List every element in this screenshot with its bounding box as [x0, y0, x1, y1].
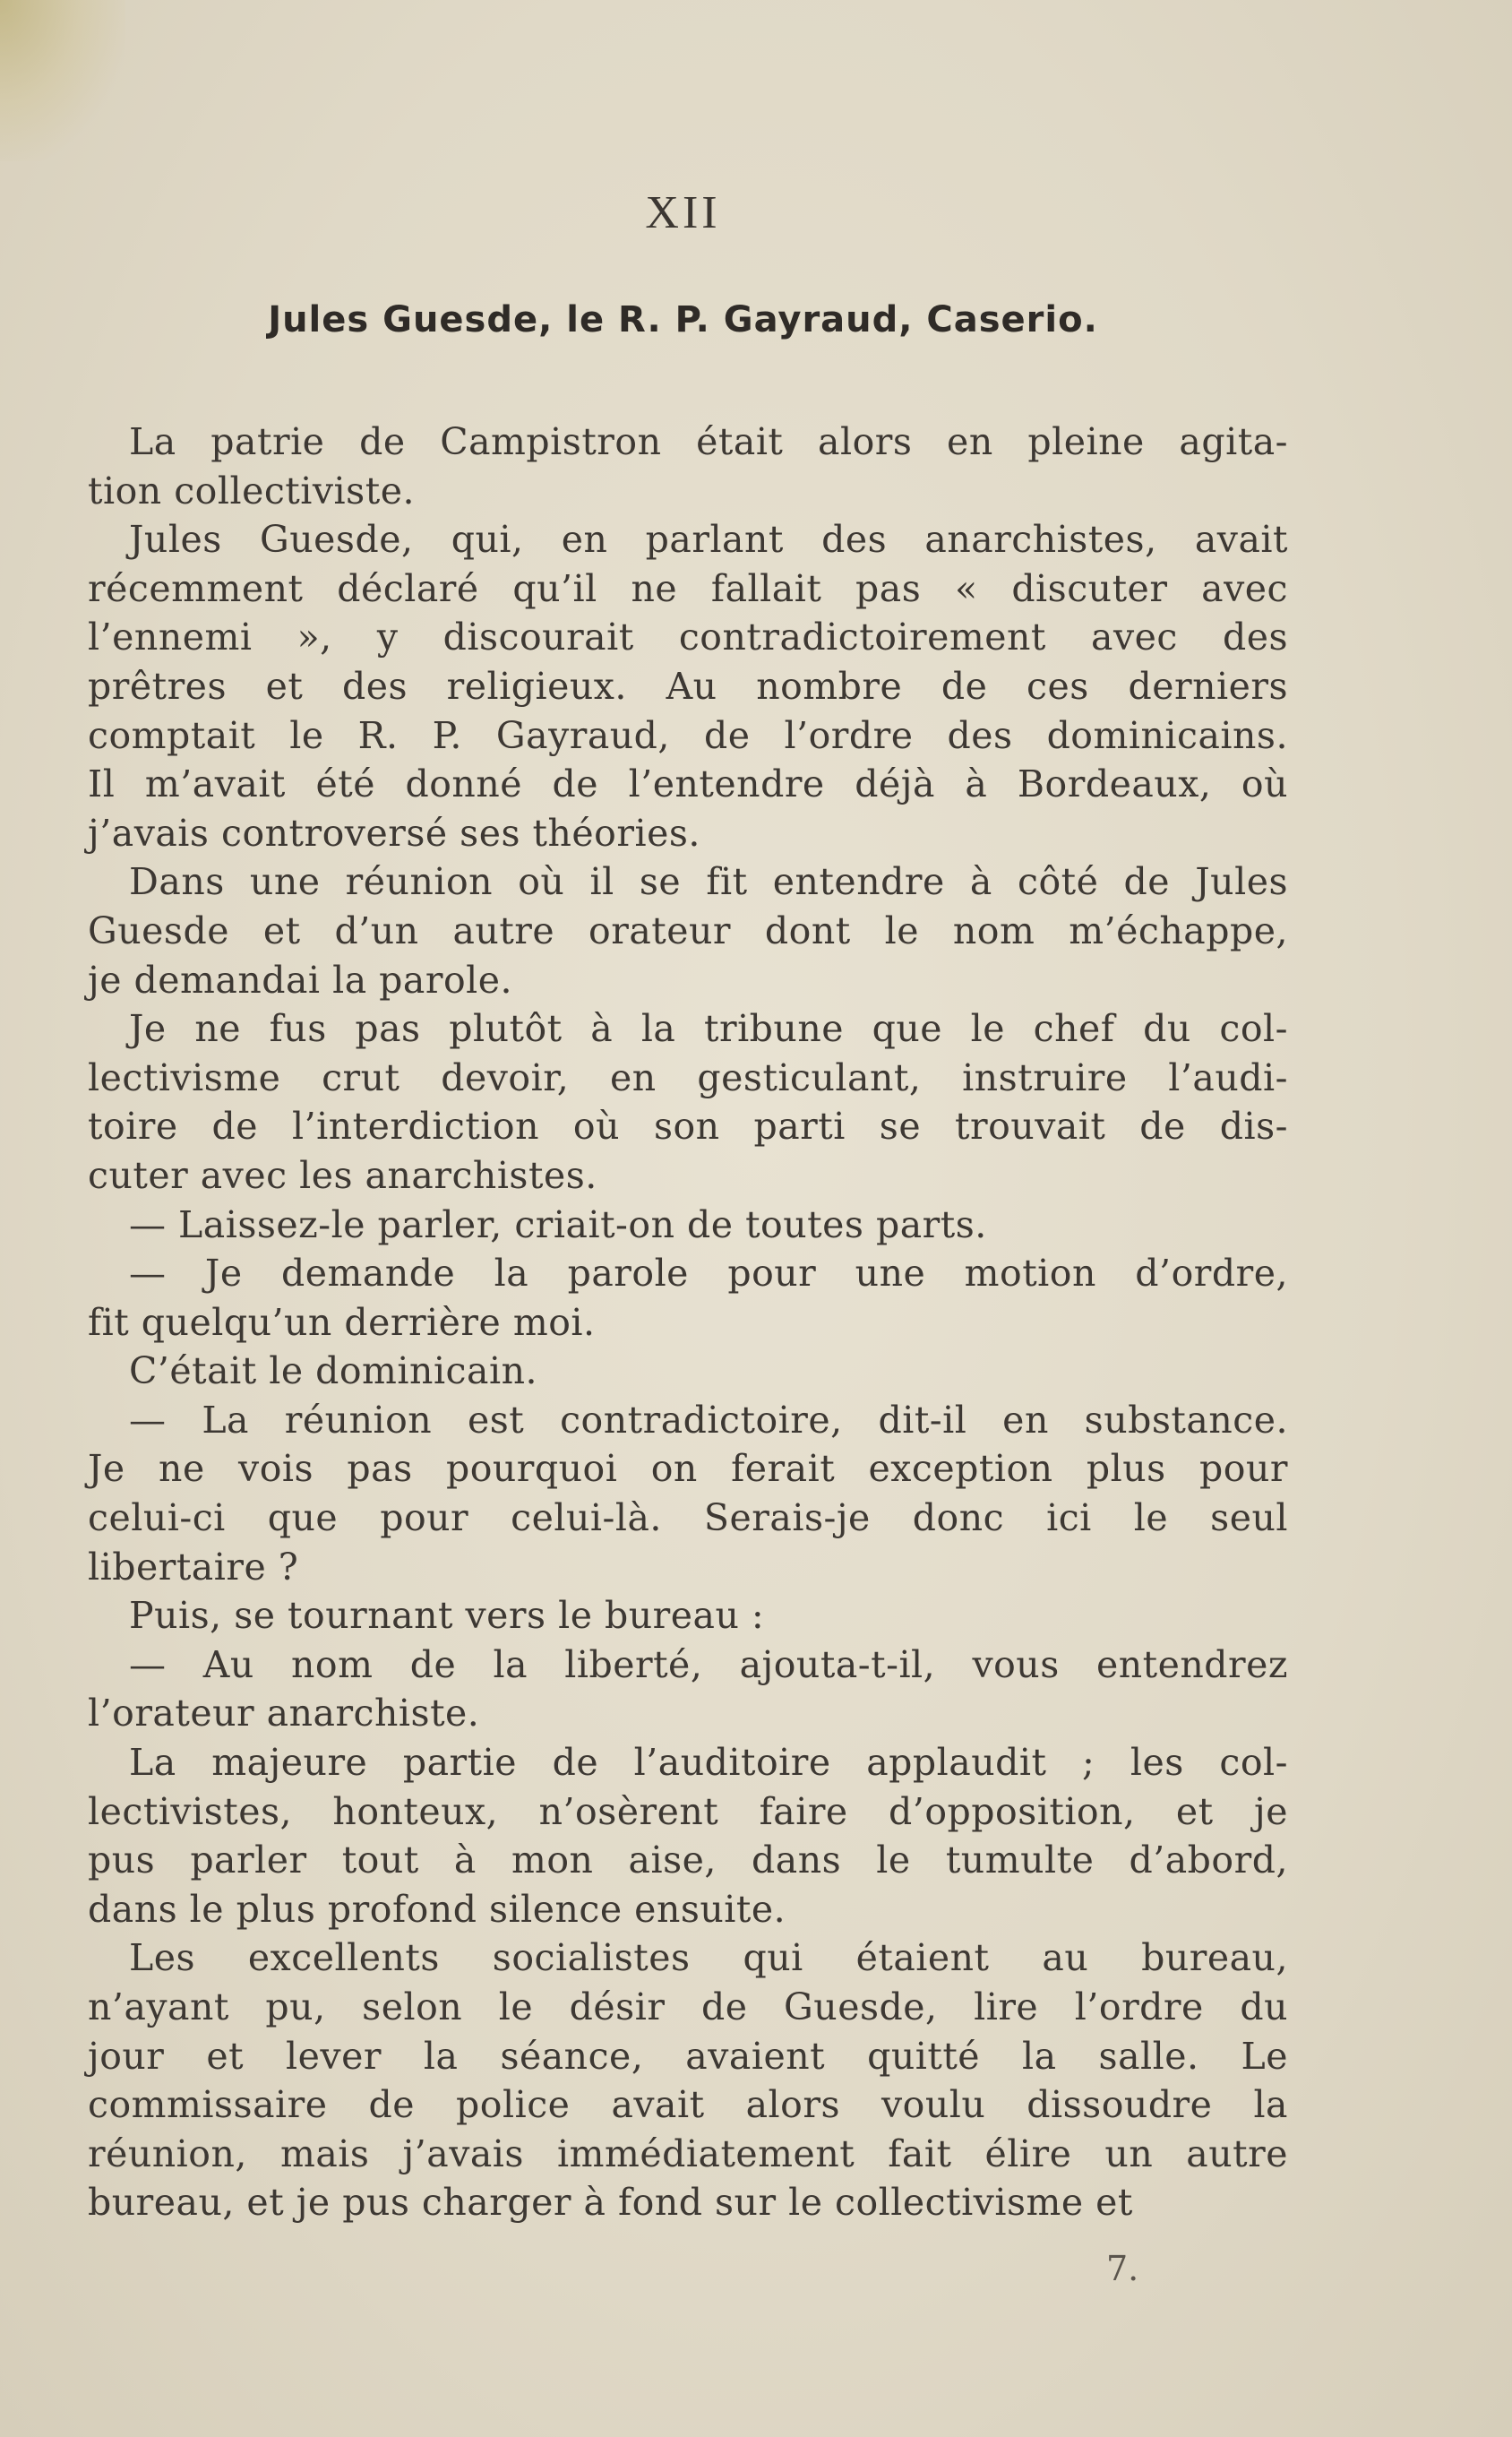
text-line — [88, 418, 1288, 467]
text-line — [88, 2178, 1288, 2227]
text-line — [88, 1004, 1288, 1054]
text-line — [88, 2032, 1288, 2081]
text-line — [88, 1494, 1288, 1543]
text-line-content: — Laissez-le parler, criait-on de toutes parts. — [129, 1202, 987, 1246]
text-line — [88, 2080, 1288, 2130]
chapter-title: Jules Guesde, le R. P. Gayraud, Caserio. — [268, 299, 1098, 340]
text-line — [88, 564, 1288, 614]
text-line-content: Je ne vois pas pourquoi on ferait exception plus pour — [88, 1447, 1288, 1491]
text-line-content: Je ne fus pas plutôt à la tribune que le chef du col- — [129, 1007, 1288, 1051]
text-line-content: Jules Guesde, qui, en parlant des anarchistes, avait — [129, 518, 1288, 562]
text-line-content: La patrie de Campistron était alors en pleine agita- — [129, 420, 1288, 463]
text-line — [88, 1591, 1288, 1640]
text-line — [88, 1444, 1288, 1494]
text-line-content: Les excellents socialistes qui étaient au bureau, — [129, 1936, 1288, 1980]
text-line-content: bureau, et je pus charger à fond sur le collectivisme et — [88, 2181, 1133, 2225]
text-line — [88, 1787, 1288, 1837]
text-line — [88, 1249, 1288, 1298]
text-line — [88, 1396, 1288, 1445]
text-line-content: celui-ci que pour celui-là. Serais-je donc ici le seul — [88, 1496, 1288, 1540]
text-line — [88, 857, 1288, 907]
text-line — [88, 2130, 1288, 2179]
text-line-content: — Je demande la parole pour une motion d’ordre, — [129, 1252, 1288, 1296]
text-line — [88, 467, 1288, 516]
text-line-content: fit quelqu’un derrière moi. — [88, 1300, 596, 1344]
text-line-content: libertaire ? — [88, 1545, 299, 1589]
text-line — [88, 1885, 1288, 1934]
text-line-content: réunion, mais j’avais immédiatement fait élire un autre — [88, 2131, 1288, 2175]
text-line-content: Puis, se tournant vers le bureau : — [129, 1594, 765, 1638]
text-line-content: prêtres et des religieux. Au nombre de ces derniers — [88, 664, 1288, 708]
text-line-content: commissaire de police avait alors voulu dissoudre la — [88, 2083, 1288, 2127]
text-line — [88, 1640, 1288, 1690]
text-line-content: récemment déclaré qu’il ne fallait pas « discuter avec — [88, 566, 1288, 610]
text-line — [88, 1151, 1288, 1201]
text-line-content: j’avais controversé ses théories. — [88, 811, 700, 855]
text-line-content: La majeure partie de l’auditoire applaudit ; les col- — [129, 1741, 1288, 1785]
text-line-content: pus parler tout à mon aise, dans le tumulte d’abord, — [88, 1839, 1288, 1882]
text-line-content: jour et lever la séance, avaient quitté la salle. Le — [88, 2034, 1288, 2078]
text-line — [88, 1933, 1288, 1983]
text-line-content: l’orateur anarchiste. — [88, 1692, 480, 1735]
text-line-content: n’ayant pu, selon le désir de Guesde, lire l’ordre du — [88, 1985, 1288, 2028]
text-line — [88, 1201, 1288, 1250]
text-line — [88, 760, 1288, 809]
text-line-content: Il m’avait été donné de l’entendre déjà à Bordeaux, où — [88, 762, 1288, 806]
text-line — [88, 907, 1288, 956]
text-line — [88, 1543, 1288, 1592]
text-line — [88, 1054, 1288, 1103]
text-line-content: cuter avec les anarchistes. — [88, 1153, 597, 1197]
text-line-content: l’ennemi », y discourait contradictoirement avec des — [88, 616, 1288, 659]
text-line-content: lectivistes, honteux, n’osèrent faire d’opposition, et je — [88, 1789, 1288, 1833]
text-line — [88, 662, 1288, 711]
text-line — [88, 515, 1288, 564]
text-line-content: dans le plus profond silence ensuite. — [88, 1887, 786, 1931]
text-line — [88, 1836, 1288, 1885]
text-line-content: tion collectiviste. — [88, 469, 415, 512]
text-line-content: Dans une réunion où il se fit entendre à côté de Jules — [129, 860, 1288, 904]
text-line-content: comptait le R. P. Gayraud, de l’ordre des dominicains. — [88, 713, 1288, 757]
text-line — [88, 956, 1288, 1005]
text-line-content: toire de l’interdiction où son parti se trouvait de dis- — [88, 1105, 1288, 1149]
text-line-content: lectivisme crut devoir, en gesticulant, instruire l’audi- — [88, 1055, 1288, 1099]
text-line-content: C’était le dominicain. — [129, 1349, 538, 1393]
paper-stain — [0, 0, 125, 161]
text-line-content: Guesde et d’un autre orateur dont le nom m’échappe, — [88, 908, 1288, 952]
text-line — [88, 809, 1288, 858]
text-line — [88, 1689, 1288, 1738]
text-line — [88, 613, 1288, 662]
text-line-content: — La réunion est contradictoire, dit-il en substance. — [129, 1398, 1288, 1442]
text-line-content: — Au nom de la liberté, ajouta-t-il, vous entendrez — [129, 1642, 1288, 1686]
text-line — [88, 1738, 1288, 1787]
text-line — [88, 1983, 1288, 2032]
text-line-content: je demandai la parole. — [88, 958, 513, 1002]
text-line — [88, 1347, 1288, 1396]
page-folio: 7. — [1106, 2249, 1139, 2288]
text-line — [88, 711, 1288, 761]
text-line — [88, 1298, 1288, 1348]
body-text — [88, 418, 1288, 2227]
text-line — [88, 1102, 1288, 1151]
chapter-number: XII — [645, 187, 721, 238]
